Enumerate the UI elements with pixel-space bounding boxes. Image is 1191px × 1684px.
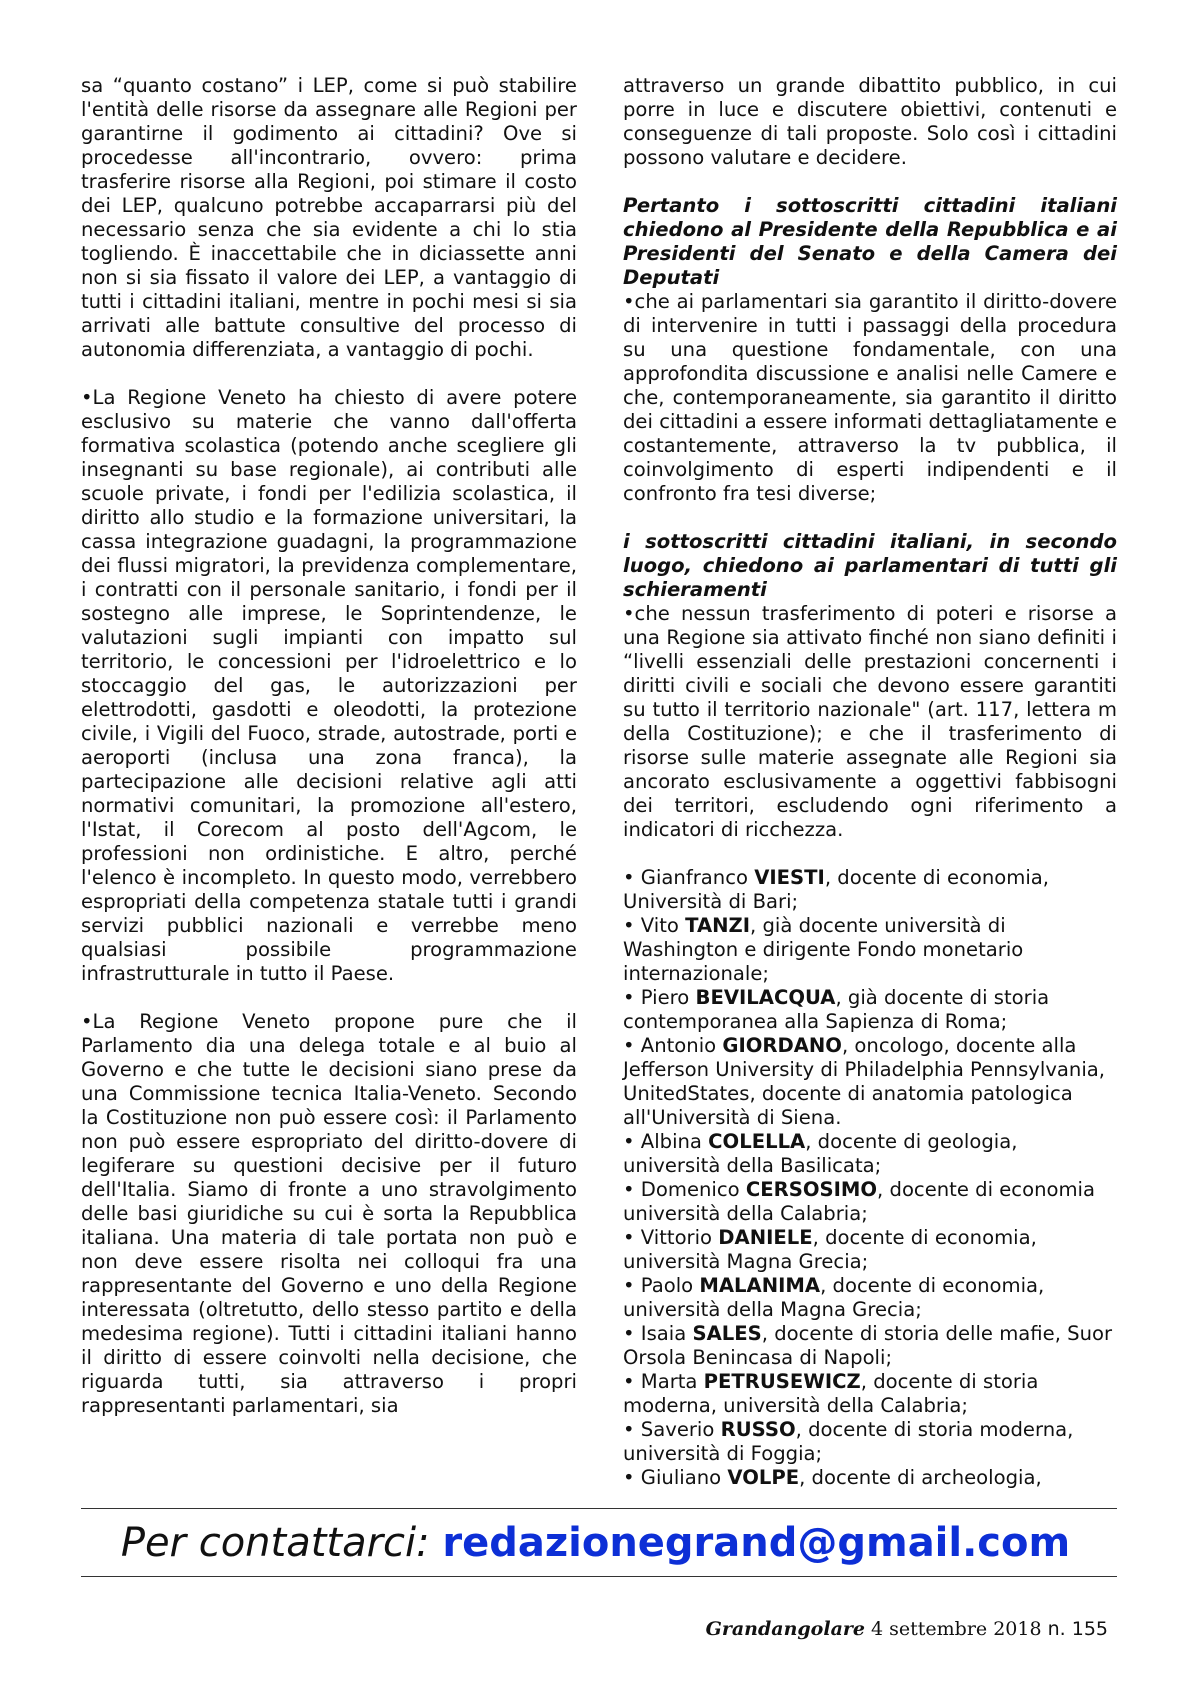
signatory-surname: VIESTI xyxy=(754,866,825,889)
contact-banner xyxy=(0,1518,1191,1568)
signatory-surname: PETRUSEWICZ xyxy=(703,1370,861,1393)
paragraph: •La Regione Veneto ha chiesto di avere potere esclusivo su materie che vanno dall'offerta formativa scolastica (potendo anche scegliere gli insegnanti su base regionale), ai contributi alle scuole private, i fondi per l'edilizia scolastica, il diritto allo studio e la formazione universitari, la cassa integrazione guadagni, la programmazione dei flussi migratori, la previdenza complementare, i contratti con il personale sanitario, i fondi per il sostegno alle imprese, le Soprintendenze, le valutazioni sugli impianti con impatto sul territorio, le concessioni per l'idroelettrico e lo stoccaggio del gas, le autorizzazioni per elettrodotti, gasdotti e oleodotti, la protezione civile, i Vigili del Fuoco, strade, autostrade, porti e aeroporti (inclusa una zona franca), la partecipazione alle decisioni relative agli atti normativi comunitari, la promozione all'estero, l'Istat, il Corecom al posto dell'Agcom, le professioni non ordinistiche. E altro, perché l'elenco è incompleto. In questo modo, verrebbero espropriati della competenza statale tutti i grandi servizi pubblici nazionali e verrebbe meno qualsiasi possibile programmazione infrastrutturale in tutto il Paese. xyxy=(81,386,577,985)
signatory: • Paolo MALANIMA, docente di economia, università della Magna Grecia; xyxy=(623,1274,1045,1321)
signatory: • Piero BEVILACQUA, già docente di storia contemporanea alla Sapienza di Roma; xyxy=(623,986,1050,1033)
paragraph: •che nessun trasferimento di poteri e risorse a una Regione sia attivato finché non siano definiti i “livelli essenziali delle prestazioni concernenti i diritti civili e sociali che devono essere garantiti su tutto il territorio nazionale" (art. 117, lettera m della Costituzione); e che il trasferimento di risorse sulle materie assegnate alle Regioni sia ancorato esclusivamente a oggettivi fabbisogni dei territori, escludendo ogni riferimento a indicatori di ricchezza. xyxy=(623,602,1117,841)
issue-number: n. 155 xyxy=(1047,1618,1108,1640)
request-heading: i sottoscritti cittadini italiani, in secondo luogo, chiedono ai parlamentari di tutti gli schieramenti xyxy=(623,530,1117,601)
signatory: • Vittorio DANIELE, docente di economia, università Magna Grecia; xyxy=(623,1226,1037,1273)
signatory: • Gianfranco VIESTI, docente di economia, Università di Bari; xyxy=(623,866,1050,913)
signatory: • Isaia SALES, docente di storia delle mafie, Suor Orsola Benincasa di Napoli; xyxy=(623,1322,1113,1369)
signatory-surname: GIORDANO xyxy=(722,1034,842,1057)
divider-top xyxy=(81,1508,1117,1509)
paragraph: sa “quanto costano” i LEP, come si può stabilire l'entità delle risorse da assegnare alle Regioni per garantirne il godimento ai cittadini? Ove si procedesse all'incontrario, ovvero: prima trasferire risorse alla Regioni, poi stimare il costo dei LEP, qualcuno potrebbe accaparrarsi più del necessario senza che sia evidente a chi lo stia togliendo. È inaccettabile che in diciassette anni non si sia fissato il valore dei LEP, a vantaggio di tutti i cittadini italiani, mentre in pochi mesi si sia arrivati alle battute consultive del processo di autonomia differenziata, a vantaggio di pochi. xyxy=(81,74,577,361)
signatory: • Giuliano VOLPE, docente di archeologia, xyxy=(623,1466,1042,1489)
paragraph: attraverso un grande dibattito pubblico, in cui porre in luce e discutere obiettivi, contenuti e conseguenze di tali proposte. Solo così i cittadini possono valutare e decidere. xyxy=(623,74,1117,169)
page-footer xyxy=(706,1617,1108,1641)
signatories-list xyxy=(623,866,1117,1490)
signatory-surname: TANZI xyxy=(685,914,751,937)
left-column xyxy=(81,74,577,1418)
signatory: • Domenico CERSOSIMO, docente di economia università della Calabria; xyxy=(623,1178,1096,1225)
signatory-surname: BEVILACQUA xyxy=(695,986,836,1009)
signatory: • Albina COLELLA, docente di geologia, università della Basilicata; xyxy=(623,1130,1018,1177)
request-heading: Pertanto i sottoscritti cittadini italiani chiedono al Presidente della Repubblica e ai Presidenti del Senato e della Camera dei Deputati xyxy=(623,194,1117,289)
signatory-surname: MALANIMA xyxy=(699,1274,821,1297)
paragraph: •La Regione Veneto propone pure che il Parlamento dia una delega totale e al buio al Governo e che tutte le decisioni siano prese da una Commissione tecnica Italia-Veneto. Secondo la Costituzione non può essere così: il Parlamento non può essere espropriato del diritto-dovere di legiferare su questioni decisive per il futuro dell'Italia. Siamo di fronte a uno stravolgimento delle basi giuridiche su cui è sorta la Repubblica italiana. Una materia di tale portata non può e non deve essere risolta nei colloqui fra una rappresentante del Governo e uno della Regione interessata (oltretutto, dello stesso partito e della medesima regione). Tutti i cittadini italiani hanno il diritto di essere coinvolti nella decisione, che riguarda tutti, sia attraverso i propri rappresentanti parlamentari, sia xyxy=(81,1010,577,1417)
contact-label: Per contattarci: xyxy=(120,1520,443,1566)
divider-bottom xyxy=(81,1576,1117,1577)
signatory-surname: VOLPE xyxy=(727,1466,800,1489)
signatory-surname: CERSOSIMO xyxy=(745,1178,878,1201)
contact-email-link[interactable]: redazionegrand@gmail.com xyxy=(442,1520,1071,1566)
signatory-surname: COLELLA xyxy=(708,1130,806,1153)
signatory: • Vito TANZI, già docente università di Washington e dirigente Fondo monetario internazionale; xyxy=(623,914,1024,985)
issue-date: 4 settembre 2018 xyxy=(864,1618,1048,1640)
signatory-surname: DANIELE xyxy=(718,1226,813,1249)
signatory-surname: SALES xyxy=(692,1322,762,1345)
signatory: • Marta PETRUSEWICZ, docente di storia moderna, università della Calabria; xyxy=(623,1370,1039,1417)
right-column xyxy=(623,74,1117,1490)
signatory: • Antonio GIORDANO, oncologo, docente alla Jefferson University di Philadelphia Pennsylvania, UnitedStates, docente di anatomia patologica all'Università di Siena. xyxy=(623,1034,1106,1129)
signatory-surname: RUSSO xyxy=(720,1418,796,1441)
magazine-name: Grandangolare xyxy=(705,1618,865,1640)
paragraph: •che ai parlamentari sia garantito il diritto-dovere di intervenire in tutti i passaggi della procedura su una questione fondamentale, con una approfondita discussione e analisi nelle Camere e che, contemporaneamente, sia garantito il diritto dei cittadini a essere informati dettagliatamente e costantemente, attraverso la tv pubblica, il coinvolgimento di esperti indipendenti e il confronto fra tesi diverse; xyxy=(623,290,1117,505)
signatory: • Saverio RUSSO, docente di storia moderna, università di Foggia; xyxy=(623,1418,1074,1465)
